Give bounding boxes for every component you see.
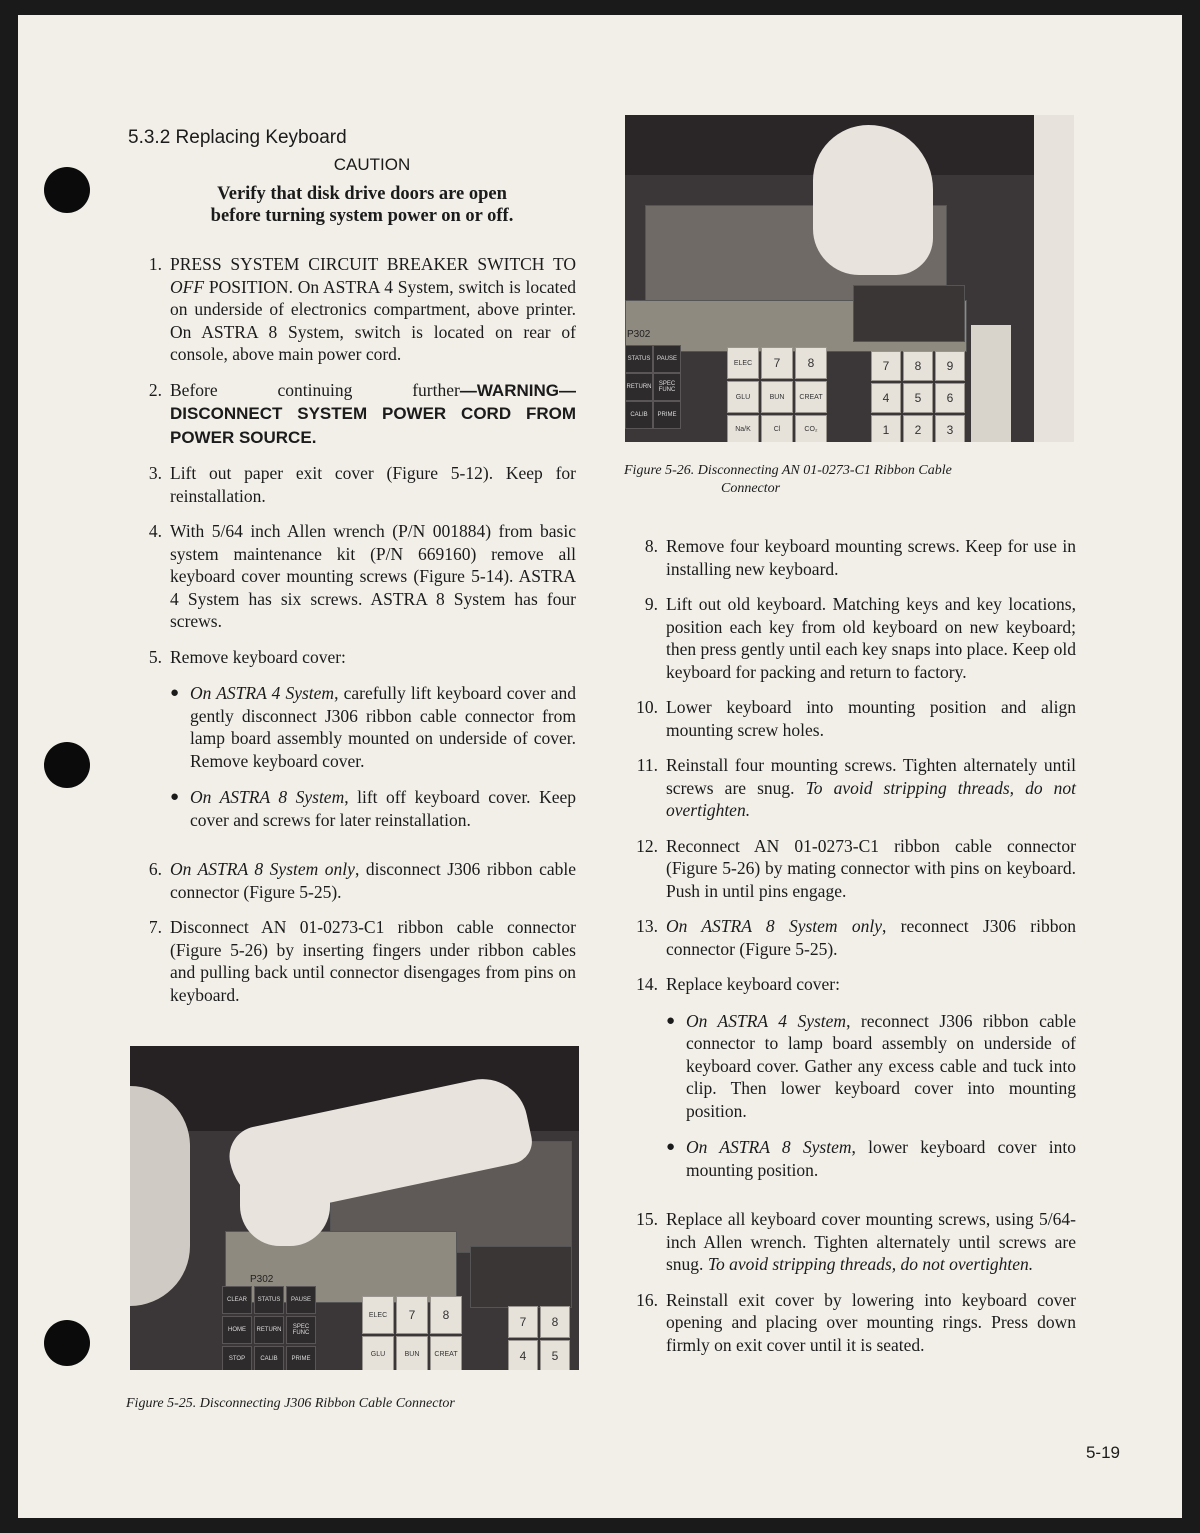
step-8: 8. Remove four keyboard mounting screws. Keep for use in installing new keyboard. bbox=[644, 536, 1076, 579]
binder-hole-top bbox=[44, 167, 90, 213]
step-16: 16. Reinstall exit cover by lowering into keyboard cover opening and placing over mounting rings. Press down firmly on exit cover until it is seated. bbox=[636, 1289, 1076, 1355]
step-3: 3. Lift out paper exit cover (Figure 5-12). Keep for reinstallation. bbox=[148, 463, 576, 506]
binder-hole-middle bbox=[44, 742, 90, 788]
left-column bbox=[128, 127, 576, 1019]
step-4: 4. With 5/64 inch Allen wrench (P/N 001884) from basic system maintenance kit (P/N 669160) remove all keyboard cover mounting screws (Figure 5-14). ASTRA 4 System has six screws. ASTRA 8 System has four screws. bbox=[148, 521, 576, 631]
manual-page bbox=[18, 15, 1182, 1518]
warning-text: —WARNING—DISCONNECT SYSTEM POWER CORD FROM POWER SOURCE bbox=[170, 380, 576, 447]
bullet-item: ● On ASTRA 8 System, lift off keyboard cover. Keep cover and screws for later reinstallation. bbox=[170, 787, 577, 830]
step-9: 9. Lift out old keyboard. Matching keys and key locations, position each key from old keyboard on new keyboard; then press gently until each key snaps into place. Keep old keyboard for packing and return to factory. bbox=[644, 594, 1076, 682]
step-12: 12. Reconnect AN 01-0273-C1 ribbon cable connector (Figure 5-26) by mating connector with pins on keyboard. Push in until pins engage. bbox=[636, 835, 1076, 901]
procedure-steps-part2 bbox=[624, 535, 1076, 1356]
binder-hole-bottom bbox=[44, 1320, 90, 1366]
caution-text: Verify that disk drive doors are open before turning system power on or off. bbox=[210, 184, 514, 226]
step-1: 1. PRESS SYSTEM CIRCUIT BREAKER SWITCH TO OFF POSITION. On ASTRA 4 System, switch is located on underside of electronics compartment, above printer. On ASTRA 8 System, switch is located on rear of console, above main power cord. bbox=[148, 254, 576, 364]
figure-5-26-caption: Figure 5-26. Disconnecting AN 01-0273-C1 Ribbon Cable Connector bbox=[624, 463, 952, 496]
step-6: 6. On ASTRA 8 System only, disconnect J306 ribbon cable connector (Figure 5-25). bbox=[148, 859, 576, 902]
step-5-bullets bbox=[170, 682, 576, 831]
section-heading: 5.3.2 Replacing Keyboard bbox=[128, 127, 347, 148]
figure-5-26-photo: P302 STATUS PAUSE RETURN SPEC FUNC CALIB PRIME ELEC 7 8 GLU BUN CREAT Na/K Cl CO₂ 7 8 9 4 5 6 1 2 3 bbox=[625, 115, 1074, 442]
bullet-item: ● On ASTRA 8 System, lower keyboard cover into mounting position. bbox=[666, 1137, 1077, 1180]
bullet-item: ● On ASTRA 4 System, reconnect J306 ribbon cable connector to lamp board assembly on underside of keyboard cover. Gather any excess cable and tuck into clip. Then lower keyboard cover into mounting position. bbox=[666, 1010, 1076, 1121]
step-5: 5. Remove keyboard cover: ● On ASTRA 4 System, carefully lift keyboard cover and gently disconnect J306 ribbon cable connector from lamp board assembly mounted on underside of cover. Remove keyboard cover. ● On ASTRA 8 System, lift off keyboard cover. Keep cover and screws for later reinstallation. bbox=[148, 646, 577, 830]
step-2: 2. Before continuing further—WARNING—DISCONNECT SYSTEM POWER CORD FROM POWER SOURCE. bbox=[148, 379, 576, 447]
bullet-item: ● On ASTRA 4 System, carefully lift keyboard cover and gently disconnect J306 ribbon cable connector from lamp board assembly mounted on underside of cover. Remove keyboard cover. bbox=[170, 683, 576, 771]
procedure-steps-part1 bbox=[128, 253, 576, 1006]
step-14-bullets bbox=[666, 1010, 1076, 1182]
step-7: 7. Disconnect AN 01-0273-C1 ribbon cable connector (Figure 5-26) by inserting fingers under ribbon cables and pulling back until connector disengages from pins on keyboard. bbox=[148, 917, 576, 1005]
caution-title: CAUTION bbox=[333, 155, 411, 174]
hand bbox=[813, 125, 933, 275]
step-14: 14. Replace keyboard cover: ● On ASTRA 4 System, reconnect J306 ribbon cable connector to lamp board assembly on underside of keyboard cover. Gather any excess cable and tuck into clip. Then lower keyboard cover into mounting position. ● On ASTRA 8 System, lower keyboard cover into mounting position. bbox=[636, 974, 1077, 1180]
step-10: 10. Lower keyboard into mounting position and align mounting screw holes. bbox=[636, 697, 1076, 740]
board-label: P302 bbox=[627, 329, 651, 340]
page-number: 5-19 bbox=[1085, 1443, 1120, 1462]
step-15: 15. Replace all keyboard cover mounting screws, using 5/64-inch Allen wrench. Tighten alternately until screws are snug. To avoid stripping threads, do not overtighten. bbox=[636, 1209, 1076, 1274]
board-label: P302 bbox=[250, 1274, 274, 1285]
figure-5-25-photo: P302 CLEAR STATUS PAUSE HOME RETURN SPEC FUNC STOP CALIB PRIME ELEC 7 8 GLU BUN CREAT 7 8 4 5 bbox=[130, 1046, 579, 1370]
figure-5-25-caption: Figure 5-25. Disconnecting J306 Ribbon Cable Connector bbox=[126, 1396, 455, 1411]
right-column bbox=[624, 535, 1076, 1369]
step-11: 11. Reinstall four mounting screws. Tighten alternately until screws are snug. To avoid stripping threads, do not overtighten. bbox=[636, 755, 1076, 820]
step-13: 13. On ASTRA 8 System only, reconnect J306 ribbon connector (Figure 5-25). bbox=[636, 916, 1076, 959]
